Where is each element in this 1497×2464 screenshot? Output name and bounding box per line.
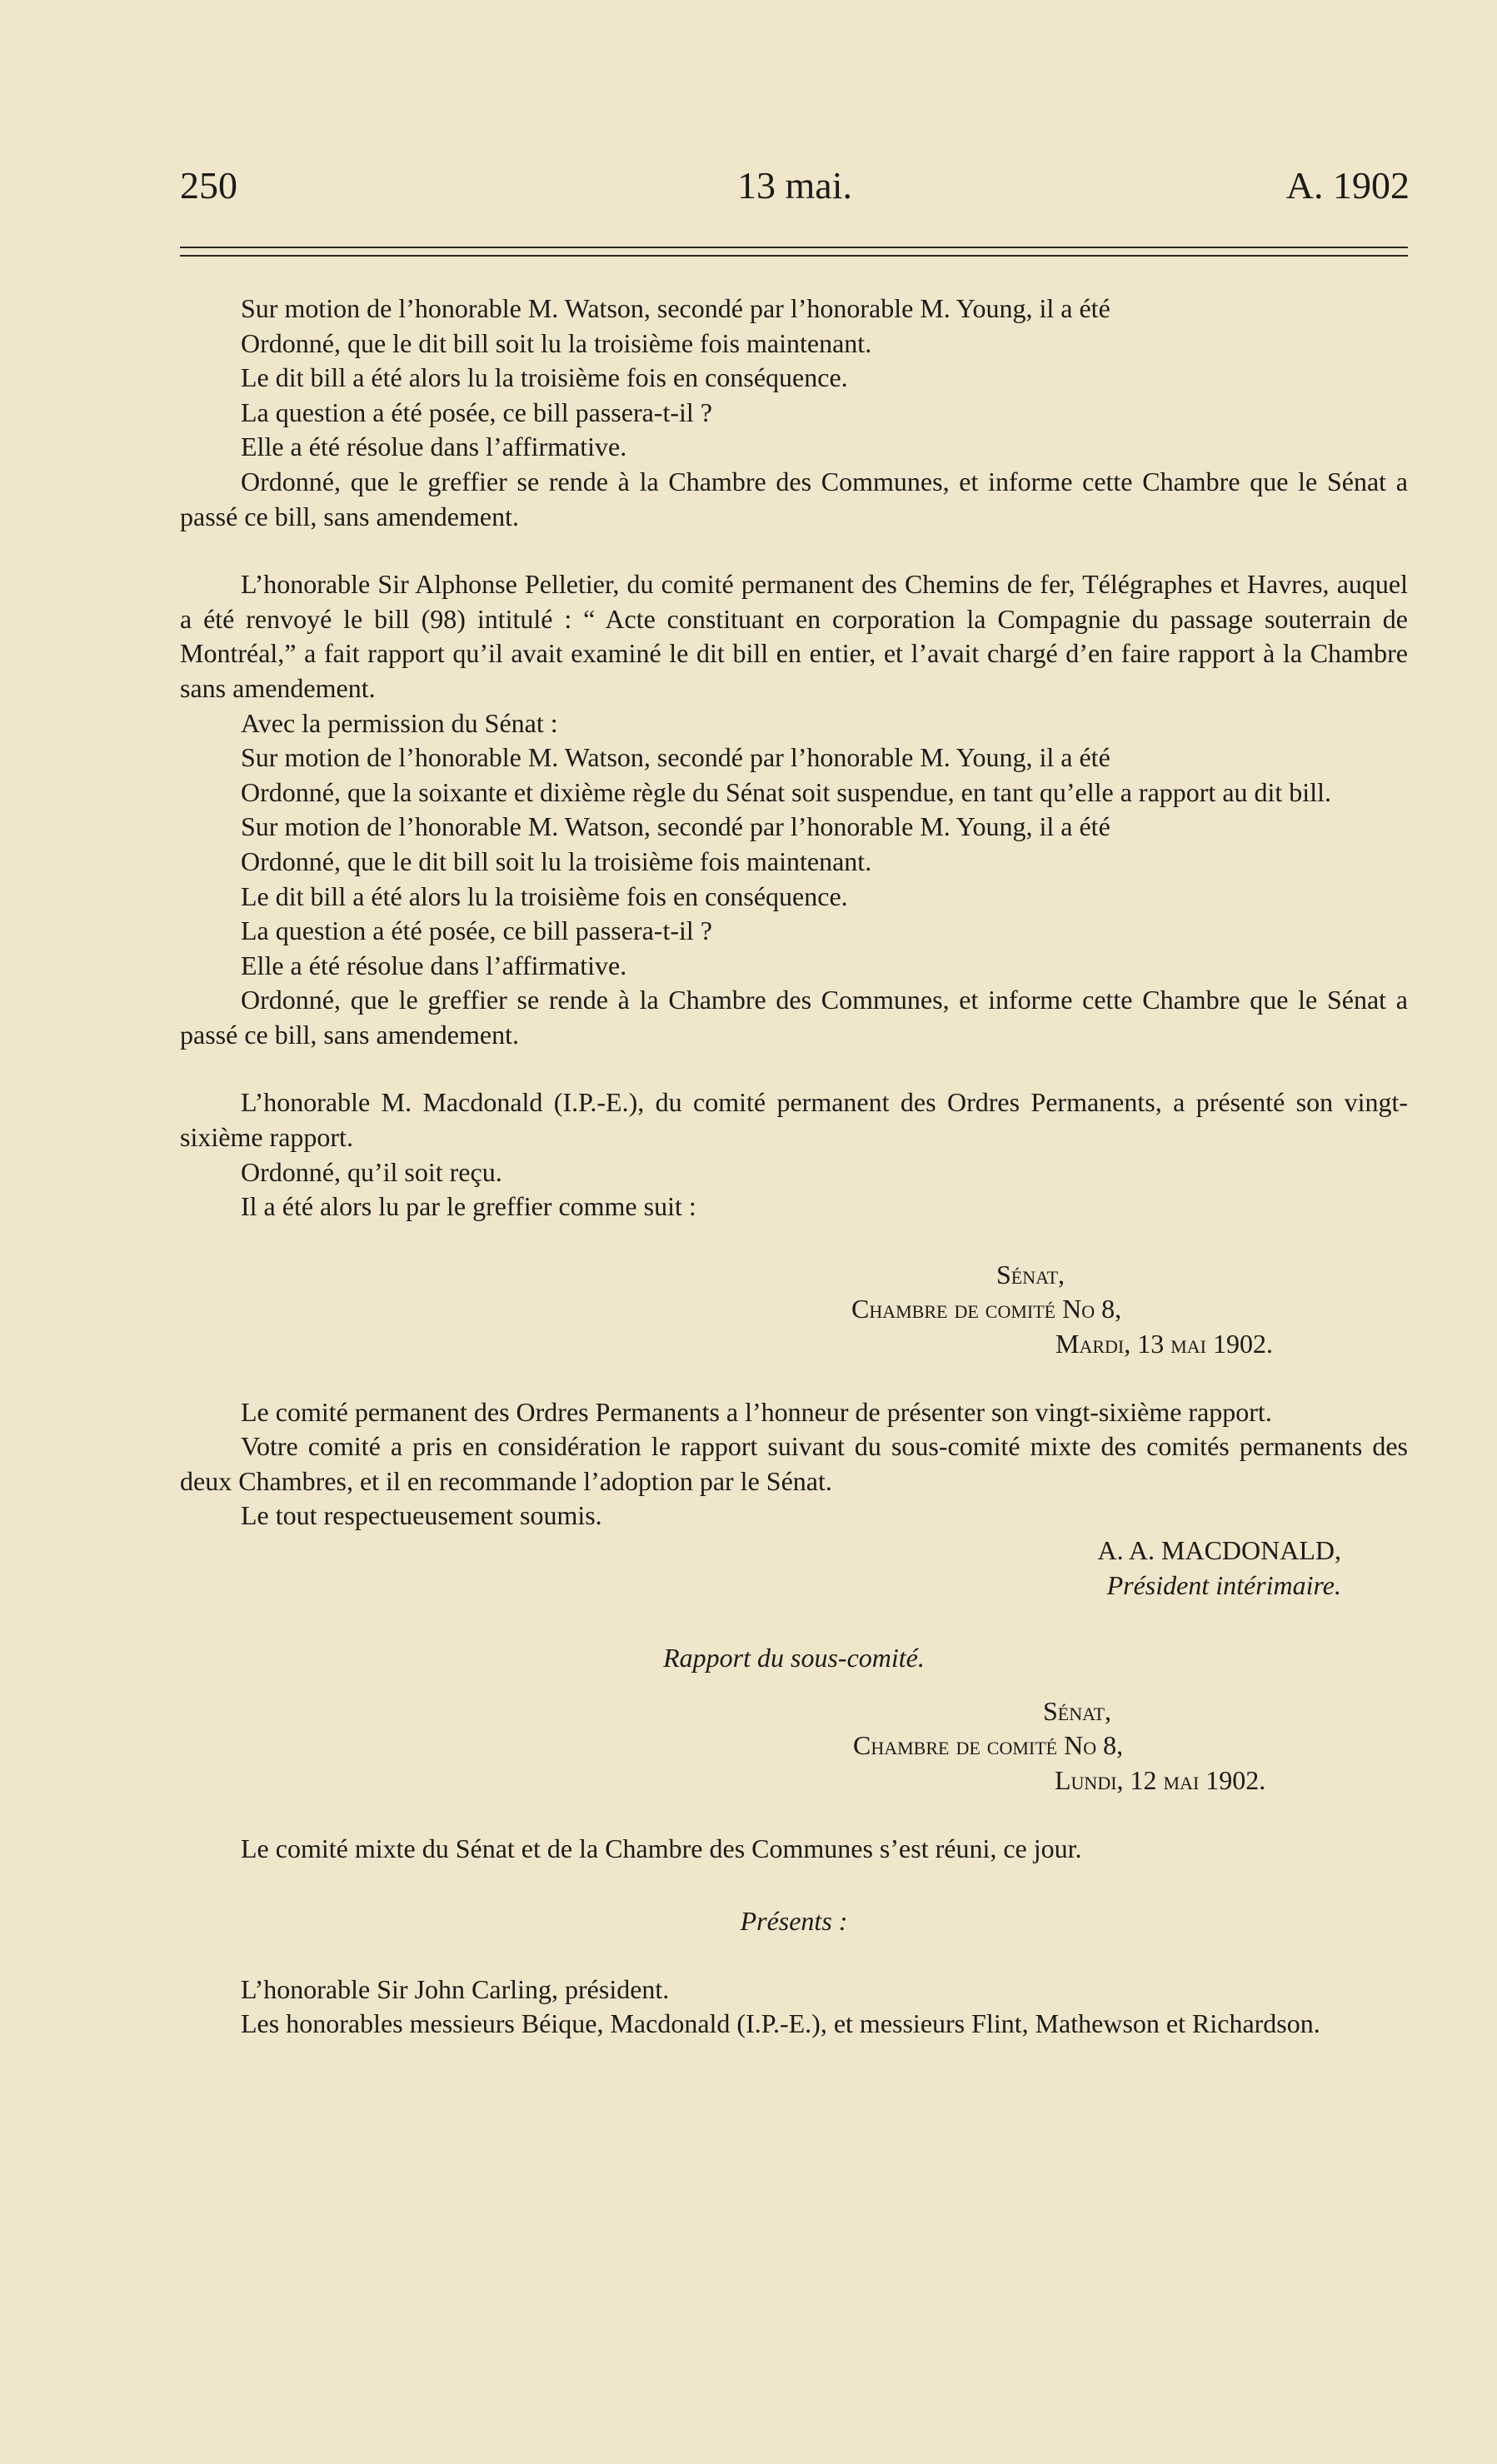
- page-header: [180, 163, 1410, 222]
- paragraph: Sur motion de l’honorable M. Watson, secondé par l’honorable M. Young, il a été: [241, 293, 1110, 323]
- paragraph: Ordonné, que le dit bill soit lu la troisième fois maintenant.: [241, 845, 872, 876]
- paragraph: Sur motion de l’honorable M. Watson, secondé par l’honorable M. Young, il a été: [241, 811, 1110, 842]
- header-rule-top: [180, 247, 1408, 248]
- paragraph: La question a été posée, ce bill passera-t-il ?: [241, 915, 712, 946]
- address-line: Sénat,: [996, 1259, 1065, 1289]
- report-address: [180, 1258, 1408, 1362]
- paragraph: L’honorable Sir John Carling, président.: [241, 1973, 670, 2004]
- sub-address: [180, 1694, 1408, 1798]
- subcommittee-heading: Rapport du sous-comité.: [663, 1643, 925, 1673]
- paragraph: Le tout respectueusement soumis.: [241, 1500, 602, 1531]
- address-line: Lundi, 12 mai 1902.: [1055, 1764, 1266, 1795]
- address-line: Chambre de comité No 8,: [851, 1294, 1122, 1324]
- paragraph: Le dit bill a été alors lu la troisième fois en conséquence.: [241, 362, 848, 393]
- paragraph: Sur motion de l’honorable M. Watson, secondé par l’honorable M. Young, il a été: [241, 742, 1110, 773]
- paragraph: Elle a été résolue dans l’affirmative.: [241, 431, 627, 462]
- paragraph: Le dit bill a été alors lu la troisième fois en conséquence.: [241, 880, 848, 911]
- paragraph: La question a été posée, ce bill passera-t-il ?: [241, 397, 712, 427]
- signature-title: Président intérimaire.: [1106, 1569, 1341, 1600]
- paragraph: Le comité permanent des Ordres Permanents a l’honneur de présenter son vingt-sixième rapport.: [241, 1396, 1272, 1427]
- paragraph: Ordonné, qu’il soit reçu.: [241, 1156, 502, 1187]
- paragraph: Ordonné, que le greffier se rende à la Chambre des Communes, et informe cette Chambre que le Sénat a passé ce bill, sans amendement.: [180, 466, 1408, 531]
- document-body: [180, 292, 1408, 2042]
- paragraph: Avec la permission du Sénat :: [241, 707, 558, 738]
- paragraph: Elle a été résolue dans l’affirmative.: [241, 950, 627, 980]
- paragraph: Ordonné, que le dit bill soit lu la troisième fois maintenant.: [241, 327, 872, 358]
- paragraph: Le comité mixte du Sénat et de la Chambre des Communes s’est réuni, ce jour.: [241, 1833, 1082, 1863]
- paragraph: Les honorables messieurs Béique, Macdonald (I.P.-E.), et messieurs Flint, Mathewson et Richardson.: [241, 2008, 1320, 2039]
- paragraph: Ordonné, que la soixante et dixième règle du Sénat soit suspendue, en tant qu’elle a rapport au dit bill.: [241, 776, 1331, 807]
- signature-name: A. A. MACDONALD,: [1097, 1535, 1341, 1565]
- address-line: Mardi, 13 mai 1902.: [1055, 1329, 1274, 1359]
- paragraph: L’honorable Sir Alphonse Pelletier, du comité permanent des Chemins de fer, Télégraphes et Havres, auquel a été renvoyé le bill (98) intitulé : “ Acte constituant en corporation la Compagnie du passage souterrain de Montréal,” a fait rapport qu’il avait examiné le dit bill en entier, et l’avait chargé d’en faire rapport à la Chambre sans amendement.: [180, 569, 1408, 703]
- page-number: 250: [180, 164, 237, 207]
- paragraph: Ordonné, que le greffier se rende à la Chambre des Communes, et informe cette Chambre que le Sénat a passé ce bill, sans amendement.: [180, 985, 1408, 1050]
- paragraph: Il a été alors lu par le greffier comme suit :: [241, 1191, 696, 1222]
- paragraph: L’honorable M. Macdonald (I.P.-E.), du comité permanent des Ordres Permanents, a présenté son vingt-sixième rapport.: [180, 1087, 1408, 1153]
- address-line: Sénat,: [1043, 1695, 1112, 1726]
- header-date: 13 mai.: [737, 164, 852, 207]
- paragraph: Votre comité a pris en considération le rapport suivant du sous-comité mixte des comités permanents des deux Chambres, et il en recommande l’adoption par le Sénat.: [180, 1431, 1408, 1496]
- header-rule-bottom: [180, 255, 1408, 257]
- address-line: Chambre de comité No 8,: [853, 1730, 1124, 1761]
- header-year: A. 1902: [1285, 164, 1410, 207]
- presents-heading: Présents :: [740, 1906, 848, 1937]
